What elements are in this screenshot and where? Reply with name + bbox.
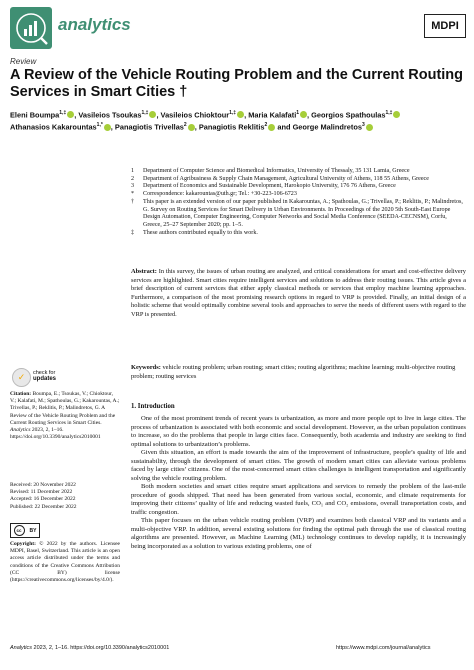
copyright-text: © 2022 by the authors. Licensee MDPI, Basel, Switzerland. This article is an open access article distributed under the terms and conditions of the Creative Commons Attribution (CC BY) license (https://creativecommons.org/licenses/by/4.0/). xyxy=(10,541,120,584)
date-line: Accepted: 16 December 2022 xyxy=(10,496,76,503)
citation-label: Citation: xyxy=(10,391,32,397)
author-affiliation-mark: 1,‡ xyxy=(229,110,237,116)
footer-doi[interactable]: 2023, 2, 1–16. https://doi.org/10.3390/analytics2010001 xyxy=(33,645,170,651)
affiliation-text: Department of Computer Science and Biomedical Informatics, University of Thessaly, 35 131 Lamia, Greece xyxy=(143,168,410,174)
author-affiliation-mark: 1,‡ xyxy=(59,110,67,116)
publisher-logo: MDPI xyxy=(424,14,466,38)
copyright-label: Copyright: xyxy=(10,541,36,547)
orcid-icon[interactable] xyxy=(366,124,373,131)
affiliation-text: Correspondence: kakarountas@uth.gr; Tel.: +30-223-106-6723 xyxy=(143,191,297,198)
keywords xyxy=(131,364,466,381)
footer-url[interactable]: https://www.mdpi.com/journal/analytics xyxy=(336,645,431,651)
author-affiliation-mark: 1,* xyxy=(96,122,103,129)
article-type: Review xyxy=(10,57,37,66)
abstract-text: In this survey, the issues of urban routing are analyzed, and critical considerations for smart and cost-effective delivery services are highlighted. Smart cities require intelligent services and solutions to address their routing issues. This article gives a brief description of current services that either apply classical methods or services that employ machine learning approaches. Furthermore, a comparison of the most promising research options in regard to VRP is provided. Finally, an initial design of a holistic scheme that would optimally combine several tools and approaches to serve the needs of different users with regard to the VRP is presented. xyxy=(131,268,466,318)
keywords-text: vehicle routing problem; urban routing; smart cities; routing algorithms; machine learning; multi-objective routing problem; routing services xyxy=(131,364,456,380)
check-updates-line1: check for xyxy=(33,370,56,376)
body-paragraph: One of the most prominent trends of recent years is urbanization, as more and more people opt to live in large cities. The process of urbanization is associated with both economic and social development. However, as the urban population continues to increase, so do the problems that people in large cities face. Consequently, both academia and industry are seeking to find optimal solutions to urbanization’s problems. xyxy=(131,415,466,448)
orcid-icon[interactable] xyxy=(268,124,275,131)
introduction-text xyxy=(131,415,466,551)
cc-icon: cc xyxy=(14,525,25,536)
affiliation-row xyxy=(131,191,466,199)
author-name[interactable]: George Malindretos xyxy=(292,122,362,132)
orcid-icon[interactable] xyxy=(149,111,156,118)
footer-citation xyxy=(10,645,169,651)
affiliation-row xyxy=(131,183,466,191)
footer-journal: Analytics xyxy=(10,645,33,651)
date-line: Received: 20 November 2022 xyxy=(10,482,76,488)
orcid-icon[interactable] xyxy=(104,124,111,131)
affiliations xyxy=(131,168,466,237)
author-affiliation-mark: 1,‡ xyxy=(385,110,393,116)
orcid-icon[interactable] xyxy=(300,111,307,118)
citation-text: Boumpa, E.; Tsoukas, V.; Chioktour, V.; Kalafati, M.; Spathoulas, G.; Kakarountas, A.; Trivellas, P.; Reklitis, P.; Malindretos, G. A Review of the Vehicle Routing Problem and the Current Routing Services in Smart Cities. xyxy=(10,391,120,426)
author-affiliation-mark: 1,‡ xyxy=(141,110,149,116)
date-line: Revised: 11 December 2022 xyxy=(10,489,73,496)
author-affiliation-mark: 2 xyxy=(183,122,187,129)
copyright-notice xyxy=(10,541,120,584)
orcid-icon[interactable] xyxy=(188,124,195,131)
affiliation-text: Department of Agribusiness & Supply Chain Management, Agricultural University of Athens, 118 55 Athens, Greece xyxy=(143,175,429,182)
body-paragraph: Given this situation, an effort is made towards the aim of the improvement of infrastructure, people’s quality of life and sustainability, through the development of smart cities. The growth of modern smart cities can alleviate various problems faced by large cities’ citizens. One of the most-concerned smart cities challenges is intelligent transportation and significantly solving the vehicle routing problem. xyxy=(131,449,466,482)
author-affiliation-mark: 1 xyxy=(296,110,300,116)
orcid-icon[interactable] xyxy=(393,111,400,118)
check-updates-icon[interactable]: ✓ xyxy=(12,368,31,387)
journal-name: analytics xyxy=(58,15,131,34)
affiliation-row xyxy=(131,168,466,176)
cc-by-logo[interactable] xyxy=(10,523,40,538)
by-label: BY xyxy=(29,527,37,534)
author-name[interactable]: Georgios Spathoulas xyxy=(311,110,386,120)
affiliation-mark: † xyxy=(131,198,135,205)
affiliation-text: Department of Economics and Sustainable Development, Harokopio University, 176 76 Athens, Greece xyxy=(143,183,396,190)
affiliation-row xyxy=(131,230,466,238)
check-updates-link[interactable] xyxy=(33,370,56,382)
affiliation-row xyxy=(131,199,466,230)
paper-title: A Review of the Vehicle Routing Problem and the Current Routing Services in Smart Cities † xyxy=(10,67,464,100)
author-name[interactable]: Vasileios Chioktour xyxy=(160,110,230,120)
chart-icon xyxy=(10,7,52,49)
abstract-label: Abstract: xyxy=(131,268,157,275)
author-line-2: Athanasios Kakarountas$^{1,*}$ , Panagiotis Trivellas$^2$ , Panagiotis Reklitis$^2$ and George Malindretos$^3$ xyxy=(10,120,470,132)
citation-journal: Analytics xyxy=(10,427,31,434)
body-paragraph: This paper focuses on the urban vehicle routing problem (VRP) and examines both classical VRP and its variants and a multi-objective VRP. In addition, several existing solutions for finding the optimal path through the use of classical routing algorithms are presented. However, as Machine Learning (ML) technology continues to develop rapidly, it is increasingly being incorporated as a solution to various existing problems, one of xyxy=(131,517,466,550)
author-name[interactable]: Vasileios Tsoukas xyxy=(78,110,142,120)
orcid-icon[interactable] xyxy=(237,111,244,118)
affiliation-mark: 1 xyxy=(131,168,135,174)
affiliation-mark: * xyxy=(131,191,135,198)
author-name[interactable]: Panagiotis Trivellas xyxy=(114,122,184,132)
check-updates-line2: updates xyxy=(33,376,57,382)
journal-logo xyxy=(10,7,52,49)
author-affiliation-mark: 3 xyxy=(361,122,365,129)
author-name[interactable]: Maria Kalafati xyxy=(248,110,297,120)
affiliation-text: These authors contributed equally to this work. xyxy=(143,229,258,236)
author-name[interactable]: Eleni Boumpa xyxy=(10,110,60,120)
section-heading: 1. Introduction xyxy=(131,403,175,410)
body-paragraph: Both modern societies and smart cities require smart applications and services to remedy the problem of the last-mile procedure of goods shipped. That need has been generated from various social, economic, and climate requirements for improving their citizens’ quality of life and reducing wasted fuels, CO₁ and CO₂ emissions, overall transportation costs, and traffic congestion. xyxy=(131,483,466,516)
keywords-label: Keywords: xyxy=(131,364,161,371)
publication-dates xyxy=(10,482,120,511)
author-name[interactable]: Panagiotis Reklitis xyxy=(198,122,265,132)
affiliation-mark: 2 xyxy=(131,175,135,182)
affiliation-mark: ‡ xyxy=(131,229,135,236)
author-affiliation-mark: 2 xyxy=(264,122,268,129)
citation-block xyxy=(10,391,120,441)
abstract xyxy=(131,268,466,320)
orcid-icon[interactable] xyxy=(67,111,74,118)
affiliation-text: This paper is an extended version of our paper published in Kakarountas, A.; Spathoulas, G.; Trivellas, P.; Reklitis, P.; Malindretos, G. Survey on Routing Services for Smart Delivery in Urban Environments. In Proceedings of the 2020 5th South-East Europe Design Automation, Computer Engineering, Computer Networks and Social Media Conference (SEEDA-CECNSM), Corfu, Greece, 25–27 September 2020; pp. 1–5. xyxy=(143,198,463,228)
citation-details[interactable]: 2023, 2, 1–16. https://doi.org/10.3390/analytics2010001 xyxy=(10,427,101,441)
affiliation-mark: 3 xyxy=(131,183,135,190)
author-line-1: Eleni Boumpa$^{1,\ddagger}$ , Vasileios Tsoukas$^{1,\ddagger}$ , Vasileios Chioktour$^{1,\ddagger}$ , Maria Kalafati$^1$ , Georgios Spathoulas$^{1,\ddagger}$ xyxy=(10,108,470,120)
author-name[interactable]: Athanasios Kakarountas xyxy=(10,122,97,132)
date-line: Published: 22 December 2022 xyxy=(10,503,77,510)
author-list xyxy=(10,108,470,133)
